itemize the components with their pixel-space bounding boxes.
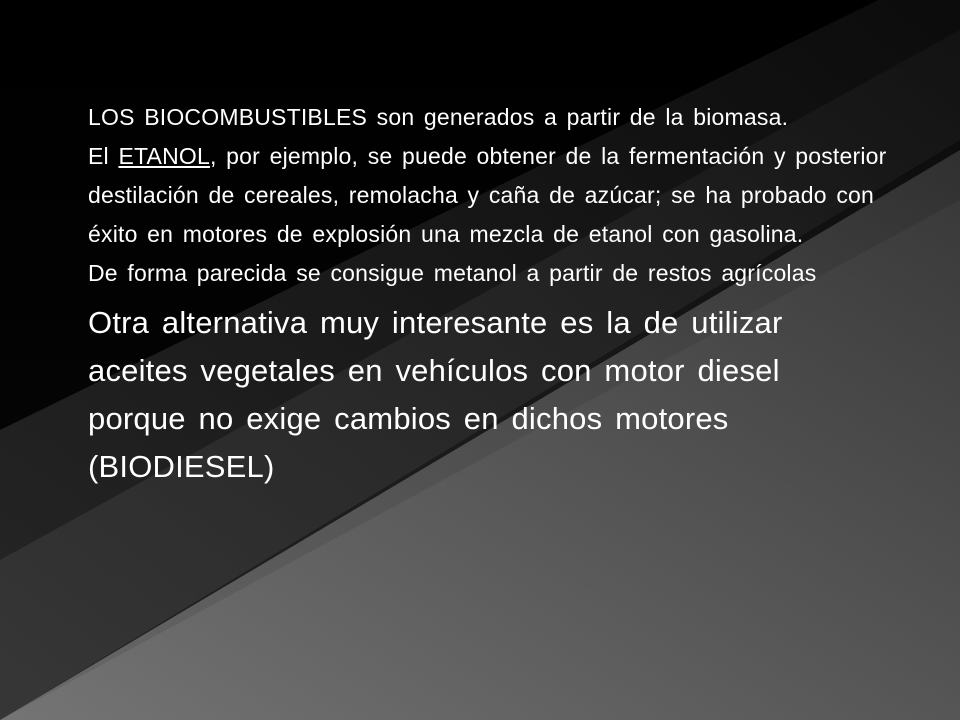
paragraph-biodiesel: Otra alternativa muy interesante es la de utilizar aceites vegetales en vehículos con motor diesel porque no exige cambios en dichos motores (BIODIESEL): [88, 305, 783, 484]
paragraph-etanol: [88, 137, 888, 254]
etanol-term: ETANOL: [118, 143, 210, 169]
paragraph-metanol: De forma parecida se consigue metanol a partir de restos agrícolas: [88, 260, 817, 286]
biocombustibles-text: son generados a partir de la biomasa.: [367, 104, 789, 130]
etanol-text: , por ejemplo, se puede obtener de la fermentación y posterior destilación de cereales, remolacha y caña de azúcar; se ha probado con éxito en motores de explosión una mezcla de etanol con gasolina.: [88, 143, 887, 247]
etanol-lead-text: El: [88, 143, 119, 169]
biocombustibles-heading: LOS BIOCOMBUSTIBLES: [88, 104, 368, 130]
slide-body: [88, 98, 888, 491]
paragraph-biocombustibles: [88, 98, 888, 137]
